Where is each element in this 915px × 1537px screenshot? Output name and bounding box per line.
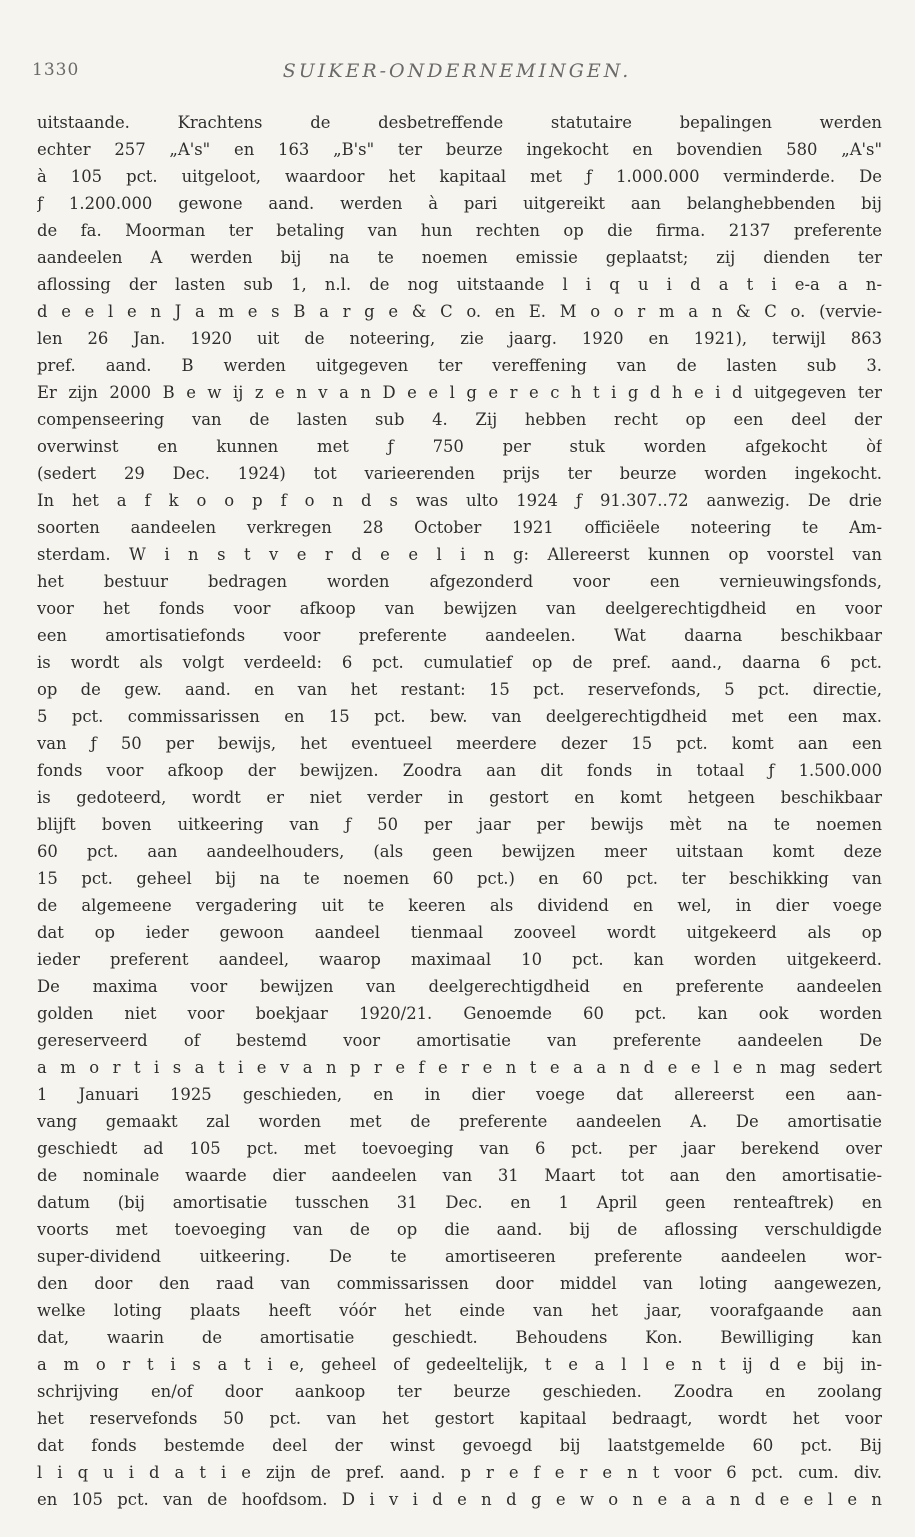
text-line: Er zijn 2000 B e w ij z e n v a n D e e l g e r e c h t i g d h e i d uitgegeven ter <box>37 383 882 402</box>
text-line: gereserveerd of bestemd voor amortisatie van preferente aandeelen De <box>37 1031 882 1050</box>
text-line: dat op ieder gewoon aandeel tienmaal zooveel wordt uitgekeerd als op <box>37 923 882 942</box>
text-line: schrijving en/of door aankoop ter beurze geschieden. Zoodra en zoolang <box>37 1382 882 1401</box>
text-line: à 105 pct. uitgeloot, waardoor het kapitaal met ƒ 1.000.000 verminderde. De <box>37 167 882 186</box>
text-line: dat fonds bestemde deel der winst gevoegd bij laatstgemelde 60 pct. Bij <box>37 1436 882 1455</box>
text-line: soorten aandeelen verkregen 28 October 1921 officiëele noteering te Am- <box>37 518 882 537</box>
text-line: a m o r t i s a t i e, geheel of gedeeltelijk, t e a l l e n t ij d e bij in- <box>37 1355 882 1374</box>
text-line: golden niet voor boekjaar 1920/21. Genoemde 60 pct. kan ook worden <box>37 1004 882 1023</box>
text-line: de nominale waarde dier aandeelen van 31 Maart tot aan den amortisatie- <box>37 1166 882 1185</box>
text-line: 5 pct. commissarissen en 15 pct. bew. van deelgerechtigdheid met een max. <box>37 707 882 726</box>
text-line: d e e l e n J a m e s B a r g e & C o. en E. M o o r m a n & C o. (vervie- <box>37 302 882 321</box>
text-line: sterdam. W i n s t v e r d e e l i n g: Allereerst kunnen op voorstel van <box>37 545 882 564</box>
text-line: fonds voor afkoop der bewijzen. Zoodra aan dit fonds in totaal ƒ 1.500.000 <box>37 761 882 780</box>
page-number: 1330 <box>32 60 80 80</box>
text-line: aandeelen A werden bij na te noemen emissie geplaatst; zij dienden ter <box>37 248 882 267</box>
text-line: voor het fonds voor afkoop van bewijzen van deelgerechtigdheid en voor <box>37 599 882 618</box>
text-line: compenseering van de lasten sub 4. Zij hebben recht op een deel der <box>37 410 882 429</box>
text-line: blijft boven uitkeering van ƒ 50 per jaar per bewijs mèt na te noemen <box>37 815 882 834</box>
text-line: de fa. Moorman ter betaling van hun rechten op die firma. 2137 preferente <box>37 221 882 240</box>
text-line: super-dividend uitkeering. De te amortiseeren preferente aandeelen wor- <box>37 1247 882 1266</box>
text-line: vang gemaakt zal worden met de preferente aandeelen A. De amortisatie <box>37 1112 882 1131</box>
text-line: In het a f k o o p f o n d s was ulto 1924 ƒ 91.307..72 aanwezig. De drie <box>37 491 882 510</box>
text-line: een amortisatiefonds voor preferente aandeelen. Wat daarna beschikbaar <box>37 626 882 645</box>
text-line: voorts met toevoeging van de op die aand. bij de aflossing verschuldigde <box>37 1220 882 1239</box>
text-line: ƒ 1.200.000 gewone aand. werden à pari uitgereikt aan belanghebbenden bij <box>37 194 882 213</box>
text-line: echter 257 „A's" en 163 „B's" ter beurze ingekocht en bovendien 580 „A's" <box>37 140 882 159</box>
text-line: 60 pct. aan aandeelhouders, (als geen bewijzen meer uitstaan komt deze <box>37 842 882 861</box>
text-line: 1 Januari 1925 geschieden, en in dier voege dat allereerst een aan- <box>37 1085 882 1104</box>
text-line: uitstaande. Krachtens de desbetreffende statutaire bepalingen werden <box>37 113 882 132</box>
text-line: van ƒ 50 per bewijs, het eventueel meerdere dezer 15 pct. komt aan een <box>37 734 882 753</box>
body-text <box>37 109 882 1513</box>
text-line: geschiedt ad 105 pct. met toevoeging van 6 pct. per jaar berekend over <box>37 1139 882 1158</box>
text-line: datum (bij amortisatie tusschen 31 Dec. en 1 April geen renteaftrek) en <box>37 1193 882 1212</box>
text-line: het bestuur bedragen worden afgezonderd voor een vernieuwingsfonds, <box>37 572 882 591</box>
text-line: 15 pct. geheel bij na te noemen 60 pct.) en 60 pct. ter beschikking van <box>37 869 882 888</box>
text-line: is gedoteerd, wordt er niet verder in gestort en komt hetgeen beschikbaar <box>37 788 882 807</box>
running-title: SUIKER-ONDERNEMINGEN. <box>282 60 632 82</box>
text-line: welke loting plaats heeft vóór het einde van het jaar, voorafgaande aan <box>37 1301 882 1320</box>
page-header <box>32 56 882 86</box>
text-line: len 26 Jan. 1920 uit de noteering, zie jaarg. 1920 en 1921), terwijl 863 <box>37 329 882 348</box>
text-line: dat, waarin de amortisatie geschiedt. Behoudens Kon. Bewilliging kan <box>37 1328 882 1347</box>
text-line: ieder preferent aandeel, waarop maximaal 10 pct. kan worden uitgekeerd. <box>37 950 882 969</box>
text-line: l i q u i d a t i e zijn de pref. aand. p r e f e r e n t voor 6 pct. cum. div. <box>37 1463 882 1482</box>
text-line: aflossing der lasten sub 1, n.l. de nog uitstaande l i q u i d a t i e-a a n- <box>37 275 882 294</box>
text-line: het reservefonds 50 pct. van het gestort kapitaal bedraagt, wordt het voor <box>37 1409 882 1428</box>
text-line: De maxima voor bewijzen van deelgerechtigdheid en preferente aandeelen <box>37 977 882 996</box>
text-line: a m o r t i s a t i e v a n p r e f e r e n t e a a n d e e l e n mag sedert <box>37 1058 882 1077</box>
text-line: is wordt als volgt verdeeld: 6 pct. cumulatief op de pref. aand., daarna 6 pct. <box>37 653 882 672</box>
text-line: op de gew. aand. en van het restant: 15 pct. reservefonds, 5 pct. directie, <box>37 680 882 699</box>
text-line: overwinst en kunnen met ƒ 750 per stuk worden afgekocht òf <box>37 437 882 456</box>
text-line: en 105 pct. van de hoofdsom. D i v i d e n d g e w o n e a a n d e e l e n <box>37 1490 882 1509</box>
text-line: den door den raad van commissarissen door middel van loting aangewezen, <box>37 1274 882 1293</box>
text-line: (sedert 29 Dec. 1924) tot varieerenden prijs ter beurze worden ingekocht. <box>37 464 882 483</box>
text-line: pref. aand. B werden uitgegeven ter vereffening van de lasten sub 3. <box>37 356 882 375</box>
text-line: de algemeene vergadering uit te keeren als dividend en wel, in dier voege <box>37 896 882 915</box>
